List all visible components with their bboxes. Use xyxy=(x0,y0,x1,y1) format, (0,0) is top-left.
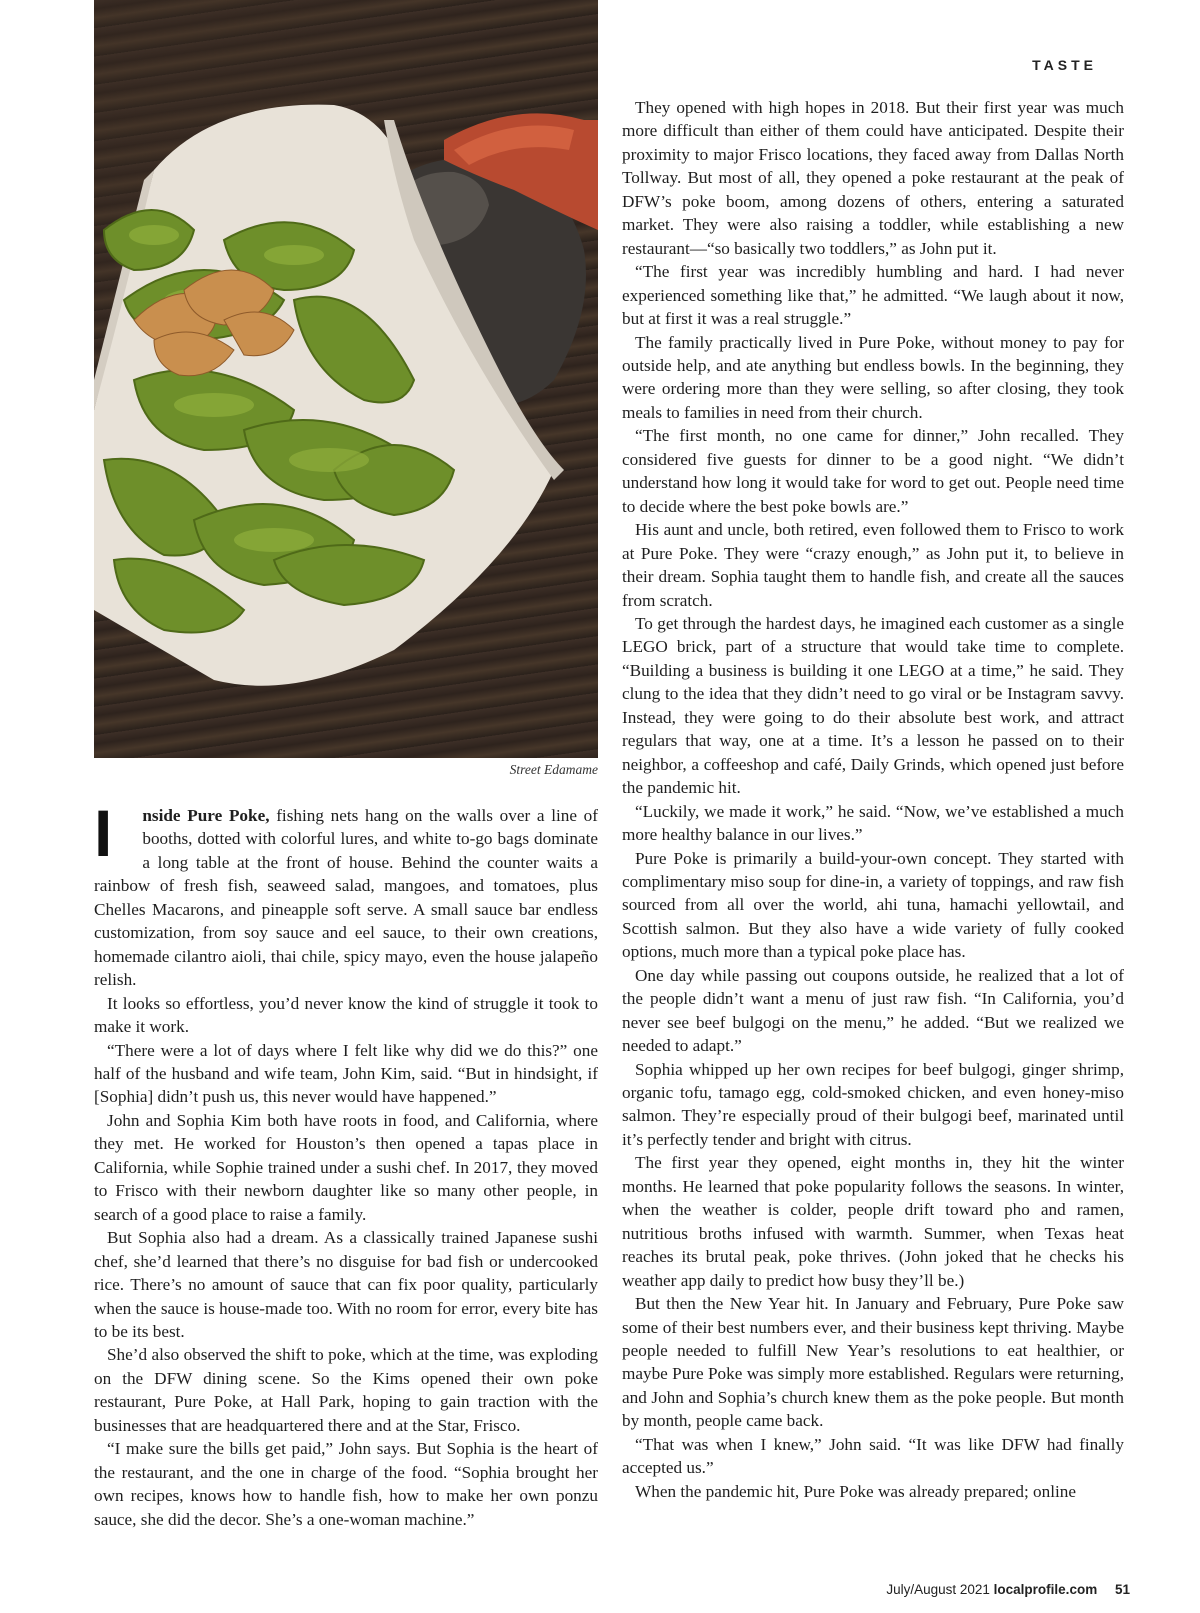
edamame-photo xyxy=(94,0,598,758)
paragraph: They opened with high hopes in 2018. But their first year was much more difficult than either of them could have anticipated. Despite their proximity to major Frisco locations, they faced away from Dallas North Tollway. But most of all, they opened a poke restaurant at the peak of DFW’s poke boom, among dozens of others, entering a saturated market. They were also raising a toddler, while establishing a new restaurant—“so basically two toddlers,” as John put it. xyxy=(622,98,1124,258)
issue-date: July/August 2021 xyxy=(886,1582,990,1597)
paragraph: The first year they opened, eight months in, they hit the winter months. He learned that poke popularity follows the seasons. In winter, when the weather is colder, people drift toward pho and ramen, nutritious broths infused with warmth. Summer, when Texas heat reaches its brutal peak, poke thrives. (John joked that he checks his weather app daily to predict how busy they’ll be.) xyxy=(622,1153,1124,1290)
site-name: localprofile.com xyxy=(993,1582,1098,1597)
paragraph: “That was when I knew,” John said. “It was like DFW had finally accepted us.” xyxy=(622,1434,1124,1478)
article-column-right xyxy=(622,96,1124,1503)
page-number: 51 xyxy=(1114,1582,1130,1597)
paragraph: When the pandemic hit, Pure Poke was already prepared; online xyxy=(635,1481,1076,1501)
article-column-left xyxy=(94,796,598,1531)
paragraph: It looks so effortless, you’d never know the kind of struggle it took to make it work. xyxy=(94,993,598,1037)
paragraph: “The first year was incredibly humbling and hard. I had never experienced something like that,” he admitted. “We laugh about it now, but at first it was a real struggle.” xyxy=(622,262,1124,329)
section-tag: TASTE xyxy=(1032,57,1097,73)
paragraph: “Luckily, we made it work,” he said. “Now, we’ve established a much more healthy balance in our lives.” xyxy=(622,801,1124,845)
paragraph: But then the New Year hit. In January and February, Pure Poke saw some of their best numbers ever, and their business kept thriving. Maybe people needed to fulfill New Year’s resolutions to eat healthier, or maybe Pure Poke was simply more established. Regulars were returning, and John and Sophia’s church knew them as the poke people. But month by month, people came back. xyxy=(622,1294,1124,1431)
paragraph: The family practically lived in Pure Poke, without money to pay for outside help, and ate anything but endless bowls. In the beginning, they were ordering more than they were selling, so after closing, they took meals to families in need from their church. xyxy=(622,332,1124,422)
paragraph: “The first month, no one came for dinner,” John recalled. They considered five guests for dinner to be a good night. “We didn’t understand how long it would take for word to get out. People need time to decide where the best poke bowls are.” xyxy=(622,426,1124,516)
edamame-illustration xyxy=(94,0,598,758)
paragraph: Sophia whipped up her own recipes for beef bulgogi, ginger shrimp, organic tofu, tamago egg, cold-smoked chicken, and even honey-miso salmon. They’re especially proud of their bulgogi beef, marinated until it’s perfectly tender and bright with citrus. xyxy=(622,1059,1124,1149)
paragraph: His aunt and uncle, both retired, even followed them to Frisco to work at Pure Poke. They were “crazy enough,” as John put it, to believe in their dream. Sophia taught them to handle fish, and create all the sauces from scratch. xyxy=(622,520,1124,610)
paragraph: “I make sure the bills get paid,” John says. But Sophia is the heart of the restaurant, and the one in charge of the food. “Sophia brought her own recipes, knows how to handle fish, how to make her own ponzu sauce, she did the decor. She’s a one-woman machine.” xyxy=(94,1439,598,1529)
paragraph: Pure Poke is primarily a build-your-own concept. They started with complimentary miso soup for dine-in, a variety of toppings, and raw fish sourced from all over the world, ahi tuna, hamachi yellowtail, and Scottish salmon. But they also have a wide variety of fully cooked options, much more than a typical poke place has. xyxy=(622,848,1124,962)
page-footer xyxy=(886,1582,1130,1597)
paragraph: But Sophia also had a dream. As a classically trained Japanese sushi chef, she’d learned that there’s no disguise for bad fish or undercooked rice. There’s no amount of sauce that can fix poor quality, particularly when the sauce is house-made too. With no room for error, every bite has to be its best. xyxy=(94,1228,598,1341)
intro-paragraph xyxy=(94,796,598,992)
paragraph: One day while passing out coupons outside, he realized that a lot of the people didn’t want a menu of just raw fish. “In California, you’d never see beef bulgogi on the menu,” he added. “But we realized we needed to adapt.” xyxy=(622,965,1124,1056)
paragraph: She’d also observed the shift to poke, which at the time, was exploding on the DFW dining scene. So the Kims opened their own poke restaurant, Pure Poke, at Hall Park, hoping to gain traction with the businesses that are headquartered there and at the Star, Frisco. xyxy=(94,1345,598,1435)
paragraph: “There were a lot of days where I felt like why did we do this?” one half of the husband and wife team, John Kim, said. “But in hindsight, if [Sophia] didn’t push us, this never would have happened.” xyxy=(94,1040,598,1107)
drop-cap: I xyxy=(94,796,113,870)
photo-caption: Street Edamame xyxy=(509,762,598,777)
intro-text: fishing nets hang on the walls over a line of booths, dotted with colorful lures, and white to-go bags dominate a long table at the front of house. Behind the counter waits a rainbow of fresh fish, seaweed salad, mangoes, and tomatoes, plus Chelles Macarons, and pineapple soft serve. A small sauce bar endless customization, from soy sauce and eel sauce, to their own creations, homemade cilantro aioli, thai chile, spicy mayo, even the house jalapeño relish. xyxy=(94,806,598,990)
paragraph: To get through the hardest days, he imagined each customer as a single LEGO brick, part of a structure that would take time to complete. “Building a business is building it one LEGO at a time,” he said. They clung to the idea that they didn’t need to go viral or be Instagram savvy. Instead, they were going to do their absolute best work, and attract regulars that way, one at a time. It’s a lesson he passed on to their neighbor, a coffeeshop and café, Daily Grinds, which opened just before the pandemic hit. xyxy=(622,613,1124,798)
lead-in: nside Pure Poke, xyxy=(142,806,270,825)
paragraph: John and Sophia Kim both have roots in food, and California, where they met. He worked for Houston’s then opened a tapas place in California, while Sophie trained under a sushi chef. In 2017, they moved to Frisco with their newborn daughter like so many other people, in search of a good place to raise a family. xyxy=(94,1110,598,1224)
